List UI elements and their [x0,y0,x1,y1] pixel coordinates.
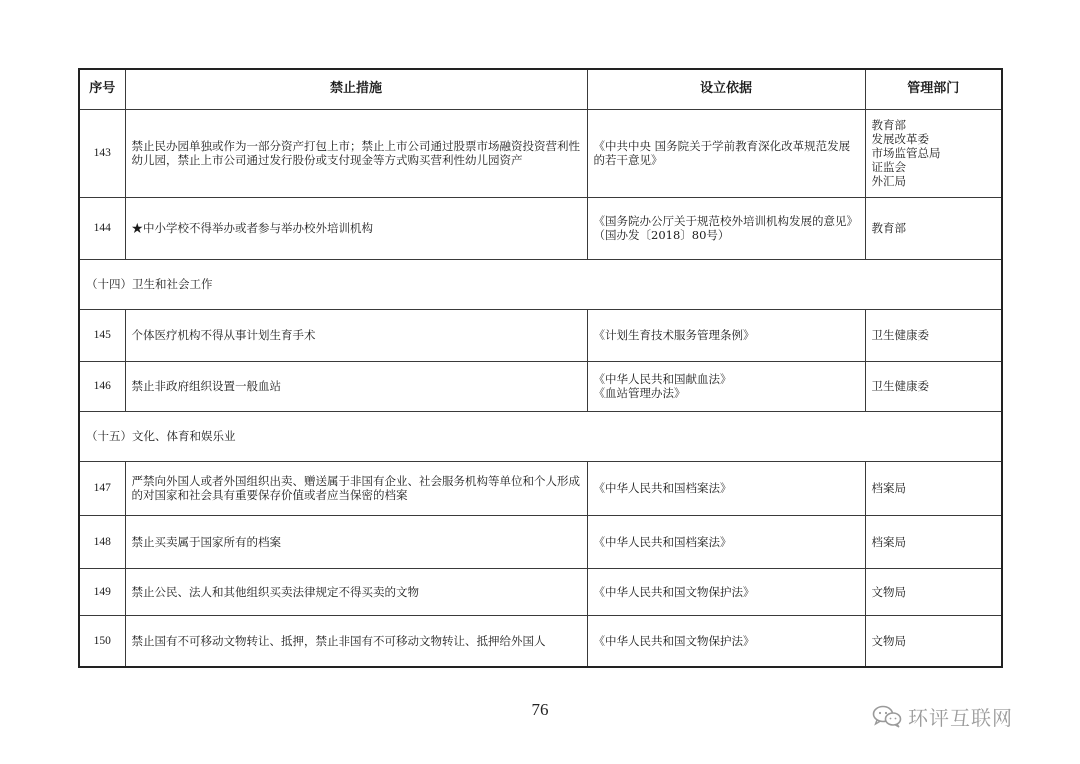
row-measure: ★中小学校不得举办或者参与举办校外培训机构 [125,197,587,259]
row-measure: 严禁向外国人或者外国组织出卖、赠送属于非国有企业、社会服务机构等单位和个人形成的对国家和社会具有重要保存价值或者应当保密的档案 [125,461,587,515]
header-basis: 设立依据 [587,69,865,109]
row-basis [587,361,865,411]
row-dept [865,109,1002,197]
basis-line: 《血站管理办法》 [593,386,686,400]
category-heading: （十五）文化、体育和娱乐业 [79,411,1002,461]
watermark [872,702,1013,730]
wechat-icon [872,704,902,728]
table-row [79,615,1002,667]
row-basis: 《中华人民共和国档案法》 [587,461,865,515]
table-row [79,461,1002,515]
row-basis: 《中华人民共和国文物保护法》 [587,615,865,667]
category-row [79,259,1002,309]
table-row [79,568,1002,615]
row-number: 149 [79,568,125,615]
row-dept: 卫生健康委 [865,309,1002,361]
watermark-text: 环评互联网 [908,705,1013,730]
header-dept: 管理部门 [865,69,1002,109]
row-number: 150 [79,615,125,667]
row-measure: 禁止国有不可移动文物转让、抵押，禁止非国有不可移动文物转让、抵押给外国人 [125,615,587,667]
policy-table [78,68,1003,668]
row-dept: 档案局 [865,461,1002,515]
row-number: 148 [79,515,125,568]
row-basis: 《中华人民共和国档案法》 [587,515,865,568]
table-row [79,515,1002,568]
row-dept: 档案局 [865,515,1002,568]
basis-line: 《中华人民共和国献血法》 [593,372,732,386]
row-number: 144 [79,197,125,259]
row-measure: 禁止公民、法人和其他组织买卖法律规定不得买卖的文物 [125,568,587,615]
dept-line: 教育部 [871,118,906,132]
row-dept: 文物局 [865,615,1002,667]
dept-line: 证监会 [871,160,906,174]
row-measure: 禁止买卖属于国家所有的档案 [125,515,587,568]
row-measure: 禁止非政府组织设置一般血站 [125,361,587,411]
row-number: 143 [79,109,125,197]
row-number: 147 [79,461,125,515]
header-measure: 禁止措施 [125,69,587,109]
row-basis: 《中共中央 国务院关于学前教育深化改革规范发展的若干意见》 [587,109,865,197]
table-row [79,197,1002,259]
row-basis: 《计划生育技术服务管理条例》 [587,309,865,361]
dept-line: 市场监管总局 [871,146,941,160]
table-row [79,309,1002,361]
row-measure: 个体医疗机构不得从事计划生育手术 [125,309,587,361]
category-heading: （十四）卫生和社会工作 [79,259,1002,309]
table-row [79,361,1002,411]
row-dept: 教育部 [865,197,1002,259]
table-row [79,109,1002,197]
header-no: 序号 [79,69,125,109]
dept-line: 外汇局 [871,174,906,188]
row-basis: 《国务院办公厅关于规范校外培训机构发展的意见》（国办发〔2018〕80号） [587,197,865,259]
dept-line: 发展改革委 [871,132,929,146]
page-number: 76 [531,700,549,719]
row-dept: 卫生健康委 [865,361,1002,411]
row-number: 146 [79,361,125,411]
row-dept: 文物局 [865,568,1002,615]
table-header-row [79,69,1002,109]
category-row [79,411,1002,461]
row-basis: 《中华人民共和国文物保护法》 [587,568,865,615]
row-number: 145 [79,309,125,361]
row-measure: 禁止民办园单独或作为一部分资产打包上市；禁止上市公司通过股票市场融资投资营利性幼儿园，禁止上市公司通过发行股份或支付现金等方式购买营利性幼儿园资产 [125,109,587,197]
